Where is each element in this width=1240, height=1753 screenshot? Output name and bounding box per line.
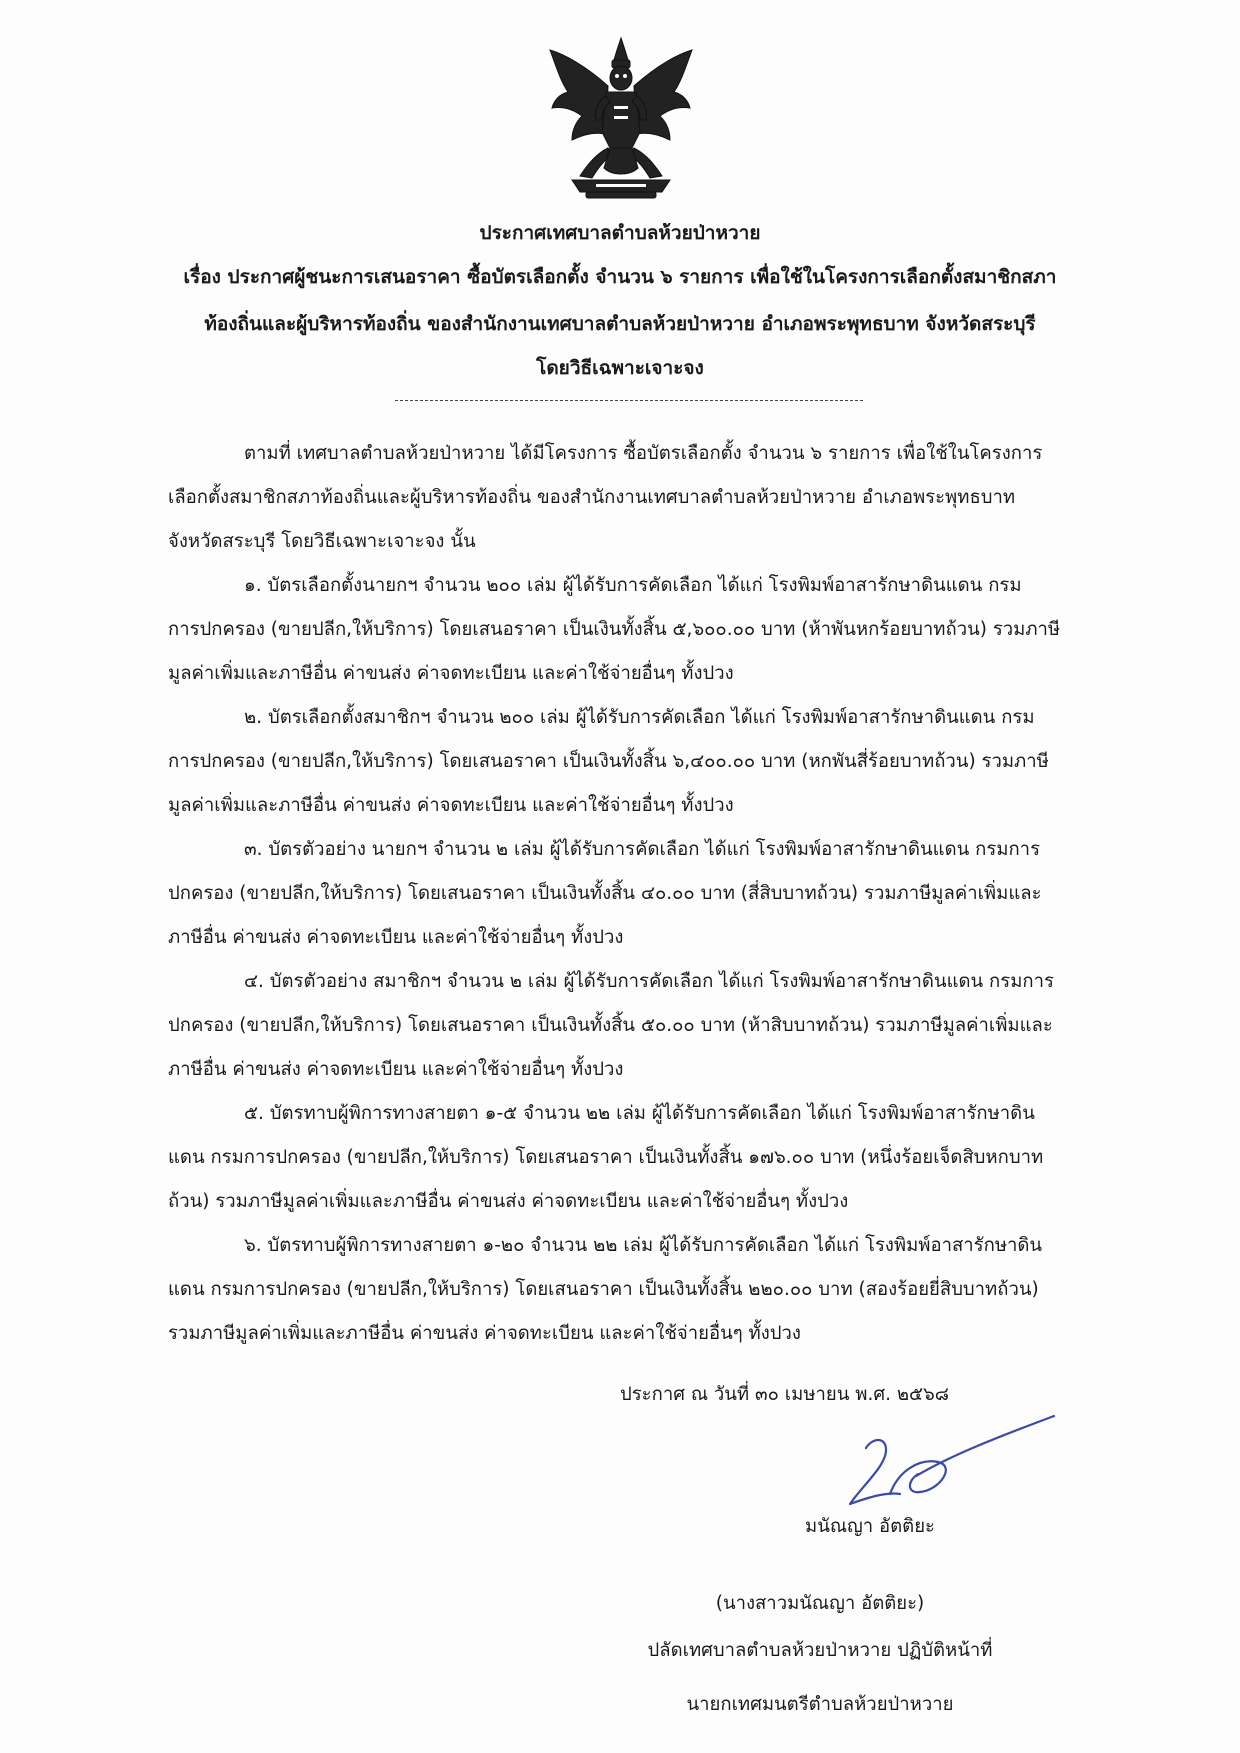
item-paragraph-6 [168, 1224, 1098, 1356]
item-line: การปกครอง (ขายปลีก,ให้บริการ) โดยเสนอราคา เป็นเงินทั้งสิ้น ๕,๖๐๐.๐๐ บาท (ห้าพันหกร้อยบาทถ้วน) รวมภาษี [168, 619, 1061, 640]
item-line: ๕. บัตรทาบผู้พิการทางสายตา ๑-๕ จำนวน ๒๒ เล่ม ผู้ได้รับการคัดเลือก ได้แก่ โรงพิมพ์อาสารักษาดิน [244, 1103, 1035, 1124]
intro-paragraph [168, 432, 1098, 564]
item-paragraph-1 [168, 564, 1098, 696]
item-line: แดน กรมการปกครอง (ขายปลีก,ให้บริการ) โดยเสนอราคา เป็นเงินทั้งสิ้น ๑๗๖.๐๐ บาท (หนึ่งร้อยเจ็ดสิบหกบาท [168, 1147, 1044, 1168]
announcement-date: ประกาศ ณ วันที่ ๓๐ เมษายน พ.ศ. ๒๕๖๘ [620, 1384, 950, 1405]
intro-line: เลือกตั้งสมาชิกสภาท้องถิ่นและผู้บริหารท้องถิ่น ของสำนักงานเทศบาลตำบลห้วยป่าหวาย อำเภอพระพุทธบาท [168, 487, 1016, 508]
item-line: ภาษีอื่น ค่าขนส่ง ค่าจดทะเบียน และค่าใช้จ่ายอื่นๆ ทั้งปวง [168, 927, 624, 948]
item-line: ปกครอง (ขายปลีก,ให้บริการ) โดยเสนอราคา เป็นเงินทั้งสิ้น ๔๐.๐๐ บาท (สี่สิบบาทถ้วน) รวมภาษีมูลค่าเพิ่มและ [168, 883, 1042, 904]
document-subject: เรื่อง ประกาศผู้ชนะการเสนอราคา ซื้อบัตรเลือกตั้ง จำนวน ๖ รายการ เพื่อใช้ในโครงการเลือกตั้งสมาชิกสภา [183, 266, 1057, 288]
item-line: ภาษีอื่น ค่าขนส่ง ค่าจดทะเบียน และค่าใช้จ่ายอื่นๆ ทั้งปวง [168, 1059, 624, 1080]
document-subject-line3: โดยวิธีเฉพาะเจาะจง [536, 357, 704, 379]
intro-line: ตามที่ เทศบาลตำบลห้วยป่าหวาย ได้มีโครงการ ซื้อบัตรเลือกตั้ง จำนวน ๖ รายการ เพื่อใช้ในโครงการ [244, 443, 1043, 464]
item-paragraph-3 [168, 828, 1098, 960]
document-title: ประกาศเทศบาลตำบลห้วยป่าหวาย [479, 222, 761, 244]
item-paragraph-4 [168, 960, 1098, 1092]
item-line: ๖. บัตรทาบผู้พิการทางสายตา ๑-๒๐ จำนวน ๒๒ เล่ม ผู้ได้รับการคัดเลือก ได้แก่ โรงพิมพ์อาสารักษาดิน [244, 1235, 1043, 1256]
signer-full-name: (นางสาวมนัณญา อัตติยะ) [715, 1593, 925, 1614]
item-line: ๔. บัตรตัวอย่าง สมาชิกฯ จำนวน ๒ เล่ม ผู้ได้รับการคัดเลือก ได้แก่ โรงพิมพ์อาสารักษาดินแดน กรมการ [244, 971, 1054, 992]
garuda-emblem-icon [546, 36, 696, 200]
item-line: การปกครอง (ขายปลีก,ให้บริการ) โดยเสนอราคา เป็นเงินทั้งสิ้น ๖,๔๐๐.๐๐ บาท (หกพันสี่ร้อยบาทถ้วน) รวมภาษี [168, 751, 1049, 772]
item-line: มูลค่าเพิ่มและภาษีอื่น ค่าขนส่ง ค่าจดทะเบียน และค่าใช้จ่ายอื่นๆ ทั้งปวง [168, 663, 734, 684]
item-paragraph-5 [168, 1092, 1098, 1224]
item-line: ๓. บัตรตัวอย่าง นายกฯ จำนวน ๒ เล่ม ผู้ได้รับการคัดเลือก ได้แก่ โรงพิมพ์อาสารักษาดินแดน กรมการ [244, 839, 1041, 860]
item-paragraph-2 [168, 696, 1098, 828]
signer-name: มนัณญา อัตติยะ [805, 1516, 935, 1537]
intro-line: จังหวัดสระบุรี โดยวิธีเฉพาะเจาะจง นั้น [168, 531, 476, 552]
item-line: ปกครอง (ขายปลีก,ให้บริการ) โดยเสนอราคา เป็นเงินทั้งสิ้น ๕๐.๐๐ บาท (ห้าสิบบาทถ้วน) รวมภาษีมูลค่าเพิ่มและ [168, 1015, 1053, 1036]
signer-position: ปลัดเทศบาลตำบลห้วยป่าหวาย ปฏิบัติหน้าที่ [647, 1640, 993, 1661]
item-line: มูลค่าเพิ่มและภาษีอื่น ค่าขนส่ง ค่าจดทะเบียน และค่าใช้จ่ายอื่นๆ ทั้งปวง [168, 795, 734, 816]
item-line: ถ้วน) รวมภาษีมูลค่าเพิ่มและภาษีอื่น ค่าขนส่ง ค่าจดทะเบียน และค่าใช้จ่ายอื่นๆ ทั้งปวง [168, 1191, 849, 1212]
item-line: รวมภาษีมูลค่าเพิ่มและภาษีอื่น ค่าขนส่ง ค่าจดทะเบียน และค่าใช้จ่ายอื่นๆ ทั้งปวง [168, 1323, 801, 1344]
header-divider [395, 400, 863, 401]
item-line: ๒. บัตรเลือกตั้งสมาชิกฯ จำนวน ๒๐๐ เล่ม ผู้ได้รับการคัดเลือก ได้แก่ โรงพิมพ์อาสารักษาดินแดน กรม [244, 707, 1035, 728]
item-line: ๑. บัตรเลือกตั้งนายกฯ จำนวน ๒๐๐ เล่ม ผู้ได้รับการคัดเลือก ได้แก่ โรงพิมพ์อาสารักษาดินแดน กรม [244, 575, 1022, 596]
signer-position-acting: นายกเทศมนตรีตำบลห้วยป่าหวาย [686, 1694, 954, 1715]
item-line: แดน กรมการปกครอง (ขายปลีก,ให้บริการ) โดยเสนอราคา เป็นเงินทั้งสิ้น ๒๒๐.๐๐ บาท (สองร้อยยี่สิบบาทถ้วน) [168, 1279, 1039, 1300]
document-subject-line2: ท้องถิ่นและผู้บริหารท้องถิ่น ของสำนักงานเทศบาลตำบลห้วยป่าหวาย อำเภอพระพุทธบาท จังหวัดสระบุรี [204, 313, 1036, 335]
